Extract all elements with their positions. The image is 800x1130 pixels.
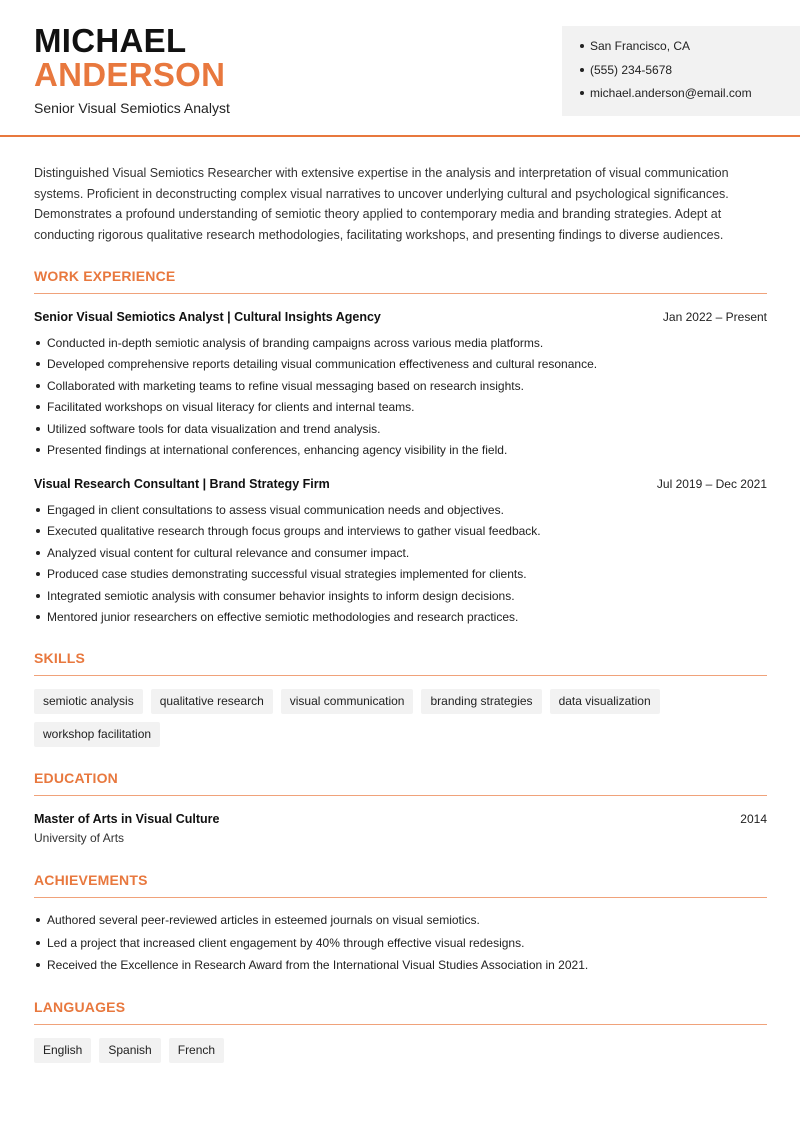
contact-phone: (555) 234-5678	[580, 61, 800, 85]
skill-tag: visual communication	[281, 689, 414, 714]
list-item: Authored several peer-reviewed articles in esteemed journals on visual semiotics.	[34, 911, 767, 934]
resume-header	[0, 0, 800, 137]
education-degree: Master of Arts in Visual Culture	[34, 812, 220, 826]
language-tag: English	[34, 1038, 91, 1063]
education-school: University of Arts	[34, 831, 125, 845]
list-item: Received the Excellence in Research Award from the International Visual Studies Association in 2021.	[34, 956, 767, 979]
list-item: Utilized software tools for data visualization and trend analysis.	[34, 420, 767, 441]
skill-tag: semiotic analysis	[34, 689, 143, 714]
contact-box	[562, 26, 800, 116]
job-dates-1: Jan 2022 – Present	[662, 310, 767, 324]
contact-email[interactable]: michael.anderson@email.com	[580, 84, 800, 108]
job-bullets-2	[34, 501, 767, 629]
last-name: ANDERSON	[34, 56, 226, 93]
first-name: MICHAEL	[34, 22, 187, 59]
list-item: Produced case studies demonstrating successful visual strategies implemented for clients.	[34, 565, 767, 586]
list-item: Executed qualitative research through focus groups and interviews to gather visual feedback.	[34, 522, 767, 543]
list-item: Engaged in client consultations to assess visual communication needs and objectives.	[34, 501, 767, 522]
list-item: Analyzed visual content for cultural relevance and consumer impact.	[34, 544, 767, 565]
list-item: Facilitated workshops on visual literacy for clients and internal teams.	[34, 398, 767, 419]
section-title-achievements: ACHIEVEMENTS	[34, 872, 767, 898]
languages-tags	[34, 1038, 767, 1063]
job-title-1: Senior Visual Semiotics Analyst | Cultural Insights Agency	[34, 310, 381, 324]
job-bullets-1	[34, 334, 767, 462]
skill-tag: data visualization	[550, 689, 660, 714]
list-item: Collaborated with marketing teams to refine visual messaging based on research insights.	[34, 377, 767, 398]
list-item: Integrated semiotic analysis with consumer behavior insights to inform design decisions.	[34, 587, 767, 608]
job-dates-2: Jul 2019 – Dec 2021	[656, 477, 767, 491]
summary-paragraph: Distinguished Visual Semiotics Researcher with extensive expertise in the analysis and interpretation of visual communication systems. Proficient in deconstructing complex visual narratives to uncover underlying cultural and psychological significances. Demonstrates a profound understanding of semiotic theory applied to contemporary media and branding strategies. Adept at conducting rigorous qualitative research methodologies, facilitating workshops, and presenting findings to diverse audiences.	[34, 166, 729, 243]
list-item: Led a project that increased client engagement by 40% through effective visual redesigns.	[34, 934, 767, 957]
contact-location: San Francisco, CA	[580, 37, 800, 61]
education-year: 2014	[740, 812, 767, 826]
list-item: Developed comprehensive reports detailing visual communication effectiveness and cultural resonance.	[34, 355, 767, 376]
job-heading	[34, 310, 767, 324]
section-title-skills: SKILLS	[34, 650, 767, 676]
skill-tag: branding strategies	[421, 689, 541, 714]
achievements-list	[34, 911, 767, 979]
list-item: Mentored junior researchers on effective semiotic methodologies and research practices.	[34, 608, 767, 629]
section-title-work: WORK EXPERIENCE	[34, 268, 767, 294]
job-heading	[34, 477, 767, 491]
skill-tag: qualitative research	[151, 689, 273, 714]
list-item: Presented findings at international conferences, enhancing agency visibility in the field.	[34, 441, 767, 462]
job-title: Senior Visual Semiotics Analyst	[34, 100, 230, 116]
section-title-education: EDUCATION	[34, 770, 767, 796]
section-title-languages: LANGUAGES	[34, 999, 767, 1025]
language-tag: French	[169, 1038, 224, 1063]
skills-tags	[34, 689, 767, 747]
skill-tag: workshop facilitation	[34, 722, 160, 747]
language-tag: Spanish	[99, 1038, 160, 1063]
job-title-2: Visual Research Consultant | Brand Strategy Firm	[34, 477, 330, 491]
list-item: Conducted in-depth semiotic analysis of branding campaigns across various media platforms.	[34, 334, 767, 355]
